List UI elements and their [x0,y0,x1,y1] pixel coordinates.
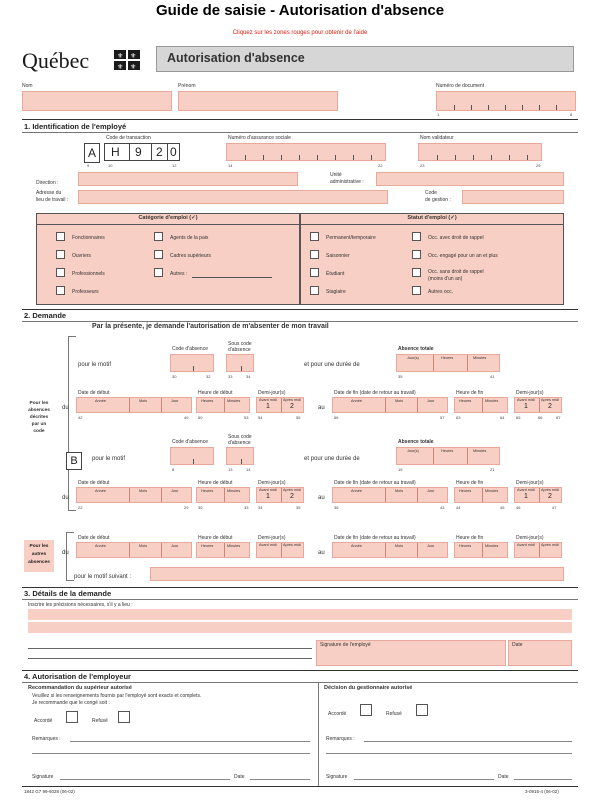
s2-jour-label: Jour [427,489,435,493]
s2-date-debut-label: Date de début [78,480,110,486]
s3-inscrire-label: Inscrire les précisions nécessaires, s'il y a lieu : [28,602,133,608]
s2-n67-label: 67 [556,415,561,420]
s2-mois-label: Mois [395,399,404,403]
s2-heure-fin-label: Heure de fin [456,480,484,486]
side-label-other [24,540,54,572]
s2-sous-code2-label: d'absence [228,440,251,446]
s4-je-reco-label: Je recommande que le congé soit : [32,700,110,706]
s2-motif-suivant-label: pour le motif suivant : [74,574,132,580]
s2-sous-code2-label: d'absence [228,347,251,353]
s2-au-label: au [318,405,325,411]
s2-one-label: 1 [524,403,528,410]
sous-code-b[interactable] [226,447,254,465]
s2-jours-label: Jour(s) [407,356,419,360]
s2-du-label: du [62,405,69,411]
chk-autres-occ[interactable] [412,286,421,295]
num-doc-field[interactable] [436,91,576,111]
s2-n32-label: 32 [206,374,211,379]
nas-field[interactable] [226,143,386,161]
s2-other2-label: autres [31,552,47,557]
s2-avant-midi-label: Avant midi [517,488,535,492]
s2-minutes-label: Minutes [473,449,487,453]
heure-fin-autre[interactable] [454,542,508,558]
s2-n8-label: 8 [172,467,175,472]
s4-signature-label: Signature [326,774,348,780]
s2-date-debut-label: Date de début [78,390,110,396]
s2-heures-label: Heures [441,449,454,453]
s2-n42-label: 42 [78,415,83,420]
s2-mois-label: Mois [395,489,404,493]
s2-n41-label: 41 [490,374,495,379]
s2-avant-midi-label: Avant midi [517,543,535,547]
s2-demi-jour-label: Demi-jour(s) [516,390,544,396]
chk-stagiaire[interactable] [310,286,319,295]
demi-jour-debut-autre[interactable] [256,542,304,558]
s1-statut-8-label: Autres occ. [428,289,454,295]
s2-annee-label: Année [95,489,106,493]
s2-one-label: 1 [524,493,528,500]
chk-professionnels[interactable] [56,268,65,277]
s2-abs-totale-label: Absence totale [398,439,434,445]
s1-n22-label: 22 [378,163,383,168]
s2-sous-code1-label: Sous code [228,434,252,440]
code-a-box: A [84,143,100,163]
s2-n56-label: 56 [334,415,339,420]
date-fin-b[interactable] [332,487,448,503]
section-1-title: 1. Identification de l'employé [24,122,127,131]
s2-nb22-label: 22 [78,505,83,510]
date-debut-b[interactable] [76,487,192,503]
s2-side2-label: absences [28,408,50,413]
nas-label: Numéro d'assurance sociale [228,135,291,141]
s2-du-label: du [62,495,69,501]
s1-statut-7-label: (moins d'un an) [428,276,463,282]
s2-nb47-label: 47 [552,505,557,510]
s2-minutes-label: Minutes [227,544,241,548]
s2-annee-label: Année [95,399,106,403]
code-gestion-field[interactable] [462,190,564,204]
s2-jour-label: Jour [427,399,435,403]
s2-jour-label: Jour [171,489,179,493]
s1-cat-0-label: Fonctionnaires [72,235,105,241]
chk-reco-refuse[interactable] [118,711,130,723]
s2-minutes-label: Minutes [227,489,241,493]
s1-n14-label: 14 [228,163,233,168]
s1-cat-1-label: Ouvriers [72,253,91,259]
s2-code-abs-label: Code d'absence [172,439,208,445]
s2-apres-midi-label: Après midi [541,543,559,547]
s1-statut-1-label: Saisonnier [326,253,350,259]
s1-cat-2-label: Professionnels [72,271,105,277]
s2-nb44-label: 44 [456,505,461,510]
demi-jour-debut-b[interactable] [256,487,304,503]
prenom-label: Prénom [178,83,196,89]
unite-admin-field[interactable] [376,172,564,186]
s1-code-0-label: 0 [170,145,177,159]
s2-jour-label: Jour [171,544,179,548]
s2-motif-label: pour le motif [78,362,112,368]
s2-n50-label: 50 [198,415,203,420]
s4-accorde-label: Accordé [34,718,53,724]
s4-refuse-label: Refusé [92,718,108,724]
chk-decision-accorde[interactable] [360,704,372,716]
s2-n57-label: 57 [440,415,445,420]
form-title-bar [156,46,574,72]
s2-demi-jour-label: Demi-jour(s) [258,535,286,541]
s2-demi-jour-label: Demi-jour(s) [516,535,544,541]
s2-side3-label: décrites [29,415,49,420]
s2-date-fin-label: Date de fin (date de retour au travail) [334,480,416,486]
num-doc-label: Numéro de document [436,83,485,89]
quebec-logo-text: Québec [22,48,90,73]
date-debut-autre[interactable] [76,542,192,558]
nom-field[interactable] [22,91,172,111]
s2-n65-label: 65 [516,415,521,420]
s2-mois-label: Mois [139,399,148,403]
num-doc-start: 1 [437,112,440,117]
s2-demi-jour-label: Demi-jour(s) [258,480,286,486]
s2-n54-label: 54 [258,415,263,420]
duree-totale-a[interactable] [396,354,500,372]
duree-totale-b[interactable] [396,447,500,465]
s2-motif-label: pour le motif [92,456,126,462]
s2-mois-label: Mois [139,544,148,548]
chk-agents-paix[interactable] [154,232,163,241]
nom-validateur-field[interactable] [418,143,542,161]
heure-fin-a[interactable] [454,397,508,413]
s2-n13-label: 13 [228,467,233,472]
s2-date-debut-label: Date de début [78,535,110,541]
date-fin-a[interactable] [332,397,448,413]
s2-one-label: 1 [266,493,270,500]
s2-avant-midi-label: Avant midi [259,543,277,547]
s1-cat-6-label: Autres : [170,271,188,277]
s2-side5-label: code [33,429,45,434]
heure-debut-a[interactable] [196,397,250,413]
s4-signature-label: Signature [32,774,54,780]
s2-heures-label: Heures [441,356,454,360]
s2-two-label: 2 [290,493,294,500]
section-4-title: 4. Autorisation de l'employeur [24,672,131,681]
nom-validateur-label: Nom validateur [420,135,454,141]
s2-nb30-label: 30 [198,505,203,510]
s2-avant-midi-label: Avant midi [259,488,277,492]
s1-admin-label: administrative : [330,179,364,185]
s3-signature-label: Signature de l'employé [320,642,371,648]
s2-minutes-label: Minutes [485,544,499,548]
s2-annee-label: Année [351,399,362,403]
s2-jours-label: Jour(s) [407,449,419,453]
motif-suivant-field[interactable] [150,567,564,581]
s2-nb36-label: 36 [334,505,339,510]
direction-field[interactable] [78,172,298,186]
heure-fin-b[interactable] [454,487,508,503]
s2-heure-debut-label: Heure de début [198,390,233,396]
s2-n15-label: 15 [398,467,403,472]
chk-occ-un-an[interactable] [412,250,421,259]
s2-minutes-label: Minutes [485,489,499,493]
s1-code-de-label: Code [425,190,437,196]
s2-abs-totale-label: Absence totale [398,346,434,352]
heure-debut-autre[interactable] [196,542,250,558]
section-3-title: 3. Détails de la demande [24,589,112,598]
code-absence-b[interactable] [170,447,214,465]
chk-ouvriers[interactable] [56,250,65,259]
s2-n55-label: 55 [296,415,301,420]
s2-au-label: au [318,495,325,501]
demande-intro: Par la présente, je demande l'autorisation de m'absenter de mon travail [92,323,329,330]
s4-date-label: Date [234,774,245,780]
s2-nb46-label: 46 [516,505,521,510]
s2-n66-label: 66 [538,415,543,420]
s2-jour-label: Jour [171,399,179,403]
section-2-title: 2. Demande [24,311,67,320]
s2-one-label: 1 [266,403,270,410]
s2-heure-fin-label: Heure de fin [456,535,484,541]
chk-professeurs[interactable] [56,286,65,295]
footer-form-number: 3-0915-4 (06-02) [525,789,559,794]
s2-n53-label: 53 [244,415,249,420]
s2-demi-jour-label: Demi-jour(s) [516,480,544,486]
code-transaction-value [104,143,180,161]
s2-avant-midi-label: Avant midi [517,398,535,402]
s2-apres-midi-label: Après midi [283,398,301,402]
s2-mois-label: Mois [395,544,404,548]
s2-apres-midi-label: Après midi [541,488,559,492]
s2-nb29-label: 29 [184,505,189,510]
s4-remarques-label: Remarques : [32,736,61,742]
s1-statut-3-label: Stagiaire [326,289,346,295]
s1-n29-label: 29 [536,163,541,168]
s2-n14b-label: 14 [246,467,251,472]
chk-occ-sans-rappel[interactable] [412,268,421,277]
s1-n10-label: 10 [108,163,113,168]
s2-minutes-label: Minutes [485,399,499,403]
s2-minutes-label: Minutes [473,356,487,360]
s2-duree-label: et pour une durée de [304,362,360,368]
nom-label: Nom [22,83,33,89]
chk-permanent[interactable] [310,232,319,241]
s2-heure-debut-label: Heure de début [198,535,233,541]
s2-date-fin-label: Date de fin (date de retour au travail) [334,535,416,541]
s2-annee-label: Année [351,489,362,493]
demi-jour-debut-a[interactable] [256,397,304,413]
s1-n9-label: 9 [87,163,90,168]
chk-etudiant[interactable] [310,268,319,277]
s2-n35-label: 35 [398,374,403,379]
s4-date-label: Date [498,774,509,780]
s1-code-9-label: 9 [135,145,142,159]
s2-apres-midi-label: Après midi [541,398,559,402]
chk-fonctionnaires[interactable] [56,232,65,241]
s2-heures-label: Heures [459,399,472,403]
s4-refuse-label: Refusé [386,711,402,717]
s2-two-label: 2 [548,403,552,410]
s1-unite-label: Unité [330,172,342,178]
s2-two-label: 2 [290,403,294,410]
s2-minutes-label: Minutes [227,399,241,403]
demi-jour-fin-a[interactable] [514,397,562,413]
code-b-box: B [66,452,82,470]
s2-n64-label: 64 [500,415,505,420]
help-hint-link[interactable]: Cliquez sur les zones rouges pour obtenir de l'aide [232,30,368,36]
s2-heure-fin-label: Heure de fin [456,390,484,396]
s1-cat-5-label: Cadres supérieurs [170,253,211,259]
s3-date-label: Date [512,642,523,648]
s2-au-label: au [318,550,325,556]
prenom-field[interactable] [178,91,338,111]
s2-nb35-label: 35 [296,505,301,510]
s1-adresse1-label: Adresse du [36,190,62,196]
guide-title: Guide de saisie - Autorisation d'absence [155,2,445,19]
s1-statut-0-label: Permanent/temporaire [326,235,376,241]
s2-mois-label: Mois [139,489,148,493]
s1-n23-label: 23 [420,163,425,168]
s1-statut-6-label: Occ. sans droit de rappel [428,269,484,275]
statut-title: Statut d'emploi (✓) [407,215,457,221]
s4-verif-label: Veuillez si les renseignements fournis par l'employé sont exacts et complets. [32,693,202,699]
s1-gestion-label: de gestion : [425,197,451,203]
s2-heures-label: Heures [201,544,214,548]
s2-nb45-label: 45 [500,505,505,510]
s4-reco-label: Recommandation du supérieur autorisé [28,685,132,691]
s2-apres-midi-label: Après midi [283,543,301,547]
s2-n21-label: 21 [490,467,495,472]
chk-occ-rappel[interactable] [412,232,421,241]
chk-decision-refuse[interactable] [416,704,428,716]
details-line-1[interactable] [28,609,572,620]
s2-annee-label: Année [95,544,106,548]
s2-heures-label: Heures [459,544,472,548]
s2-date-fin-label: Date de fin (date de retour au travail) [334,390,416,396]
s1-code-h-label: H [111,145,120,159]
s2-nb34-label: 34 [258,505,263,510]
s2-nb33-label: 33 [244,505,249,510]
code-transaction-label: Code de transaction [106,135,151,141]
s1-adresse2-label: lieu de travail : [36,197,69,203]
s1-statut-5-label: Occ. engagé pour un an et plus [428,253,498,259]
s4-accorde-label: Accordé [328,711,347,717]
s2-nb43-label: 43 [440,505,445,510]
svg-text:⚜: ⚜ [117,63,124,70]
s2-side1-label: Pour les [29,401,49,406]
s2-duree-label: et pour une durée de [304,456,360,462]
s1-code-2-label: 2 [156,145,163,159]
side-label-code [26,400,52,435]
svg-text:⚜: ⚜ [117,52,124,60]
s2-avant-midi-label: Avant midi [259,398,277,402]
s4-decision-label: Décision du gestionnaire autorisé [324,685,413,691]
s2-demi-jour-label: Demi-jour(s) [258,390,286,396]
s2-heures-label: Heures [459,489,472,493]
svg-text:⚜: ⚜ [130,52,137,60]
demi-jour-fin-b[interactable] [514,487,562,503]
s2-other3-label: absences [28,560,50,565]
s2-n30-label: 30 [172,374,177,379]
details-line-2[interactable] [28,622,572,633]
demi-jour-fin-autre[interactable] [514,542,562,558]
s2-annee-label: Année [351,544,362,548]
s1-cat-4-label: Agents de la paix [170,235,209,241]
s1-statut-2-label: Étudiant [326,271,345,277]
s2-n63-label: 63 [456,415,461,420]
num-doc-end: 8 [570,112,573,117]
s2-other1-label: Pour les [29,544,49,549]
s2-n34-label: 34 [246,374,251,379]
s2-n33-label: 33 [228,374,233,379]
adresse-field[interactable] [78,190,388,204]
s2-heure-debut-label: Heure de début [198,480,233,486]
s2-apres-midi-label: Après midi [283,488,301,492]
fleur-de-lis-flag-icon [114,50,140,70]
chk-autres-cat[interactable] [154,268,163,277]
s4-remarques-label: Remarques : [326,736,355,742]
s2-sous-code1-label: Sous code [228,341,252,347]
s1-statut-4-label: Occ. avec droit de rappel [428,235,484,241]
date-fin-autre[interactable] [332,542,448,558]
s2-two-label: 2 [548,493,552,500]
footer-form-code: 1842 G7 99-6028 (06-02) [24,789,75,794]
s2-n49-label: 49 [184,415,189,420]
s2-code-abs-label: Code d'absence [172,346,208,352]
chk-saisonnier[interactable] [310,250,319,259]
s1-n12-label: 12 [172,163,177,168]
s2-heures-label: Heures [201,399,214,403]
s2-heures-label: Heures [201,489,214,493]
date-debut-a[interactable] [76,397,192,413]
form-title: Autorisation d'absence [167,51,305,65]
s2-jour-label: Jour [427,544,435,548]
code-absence-a[interactable] [170,354,214,372]
sous-code-a[interactable] [226,354,254,372]
chk-reco-accorde[interactable] [66,711,78,723]
svg-text:⚜: ⚜ [130,63,137,70]
chk-cadres-superieurs[interactable] [154,250,163,259]
s1-cat-3-label: Professeurs [72,289,99,295]
categorie-title: Catégorie d'emploi (✓) [138,215,198,221]
s2-side4-label: par un [31,422,47,427]
quebec-logo [22,46,152,74]
s2-du-label: du [62,550,69,556]
direction-label: Direction : [36,180,59,186]
heure-debut-b[interactable] [196,487,250,503]
